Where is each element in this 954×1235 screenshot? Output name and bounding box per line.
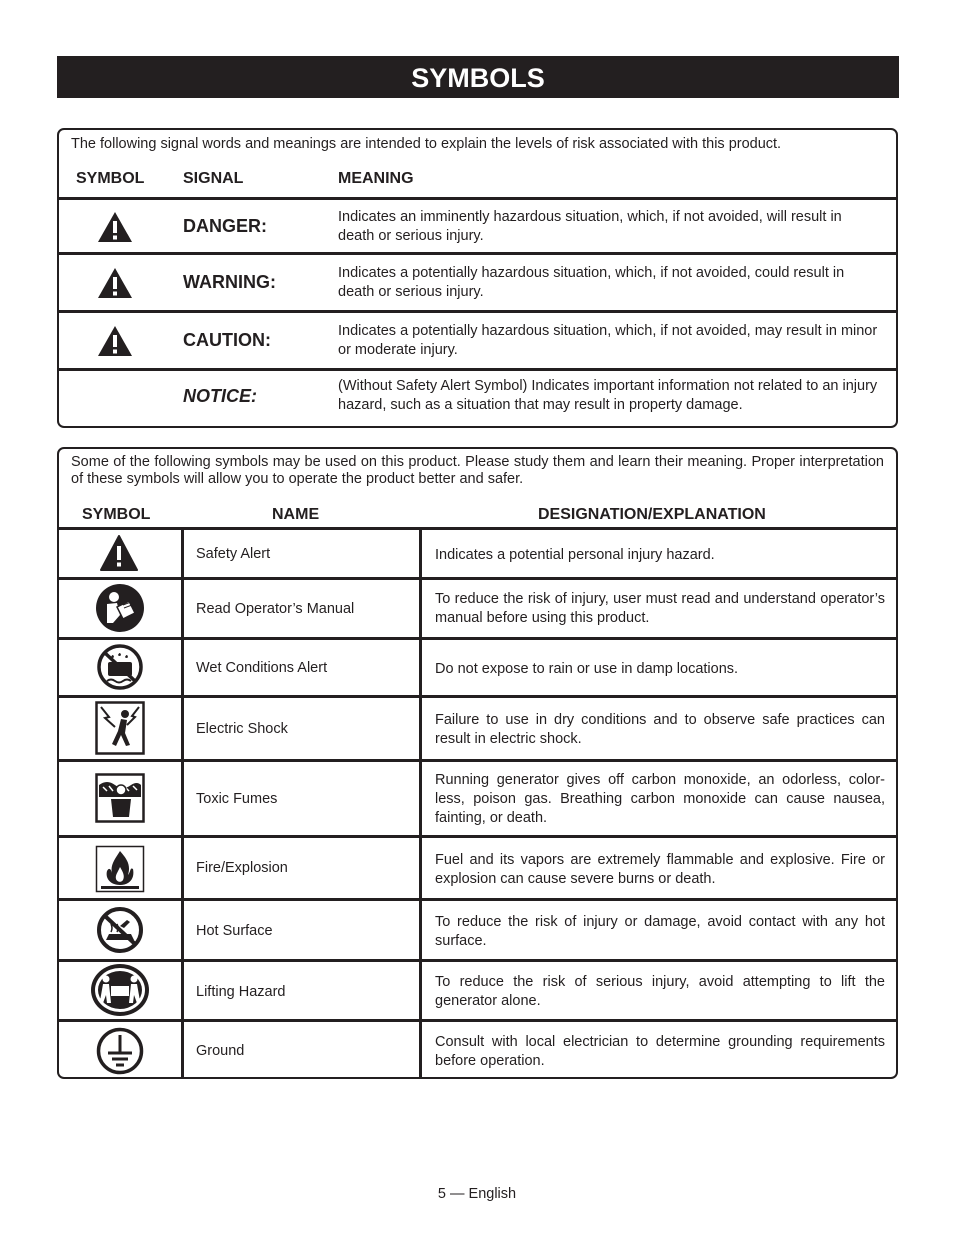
toxic-fumes-icon [95, 773, 145, 823]
symbol-designation: To reduce the risk of injury or damage, avoid contact with any hot surface. [435, 914, 885, 949]
header-designation: DESIGNATION/EXPLANATION [538, 506, 766, 523]
symbol-designation: Fuel and its vapors are extremely flammable and explosive. Fire or explosion can cause severe burns or death. [435, 852, 885, 887]
symbol-name: Toxic Fumes [196, 791, 278, 807]
symbol-designation: Failure to use in dry conditions and to observe safe practices can result in electric shock. [435, 712, 885, 747]
signal-danger: DANGER: [183, 216, 267, 236]
page-title: SYMBOLS [57, 56, 899, 98]
meaning-caution: Indicates a potentially hazardous situation, which, if not avoided, may result in minor or moderate injury. [338, 323, 878, 358]
page-number: 5 — English [437, 1186, 517, 1202]
symbol-name: Fire/Explosion [196, 860, 288, 876]
hot-surface-icon [95, 906, 145, 954]
symbol-name: Safety Alert [196, 546, 271, 562]
danger-alert-icon [97, 211, 133, 243]
symbol-name: Lifting Hazard [196, 984, 286, 1000]
fire-explosion-icon [95, 845, 145, 893]
signal-warning: WARNING: [183, 272, 276, 292]
symbols-table [57, 447, 898, 1079]
symbol-designation: To reduce the risk of serious injury, avoid attempting to lift the generator alone. [435, 974, 885, 1009]
signal-words-table [57, 128, 898, 428]
symbol-name: Read Operator’s Manual [196, 601, 355, 617]
caution-alert-icon [97, 325, 133, 357]
meaning-warning: Indicates a potentially hazardous situation, which, if not avoided, could result in death or serious injury. [338, 265, 845, 300]
header-name: NAME [272, 506, 320, 523]
symbol-name: Ground [196, 1043, 245, 1059]
symbol-name: Hot Surface [196, 923, 273, 939]
symbol-designation: Indicates a potential personal injury hazard. [435, 547, 715, 563]
meaning-notice: (Without Safety Alert Symbol) Indicates important information not related to an injury hazard, such as a situation that may result in property damage. [338, 378, 878, 413]
warning-alert-icon [97, 267, 133, 299]
header-symbol: SYMBOL [82, 506, 151, 523]
symbols-intro: Some of the following symbols may be used on this product. Please study them and learn their meaning. Proper interpretation of these symbols will allow you to operate the product better and safer. [71, 454, 884, 487]
safety-alert-icon [100, 535, 138, 571]
header-symbol: SYMBOL [76, 170, 145, 187]
signal-notice: NOTICE: [183, 386, 257, 406]
symbol-name: Wet Conditions Alert [196, 660, 328, 676]
symbol-designation: To reduce the risk of injury, user must read and understand operator’s manual before using this product. [435, 591, 885, 626]
symbol-designation: Do not expose to rain or use in damp locations. [435, 661, 739, 677]
lifting-hazard-icon [90, 963, 150, 1017]
symbol-designation: Consult with local electrician to determine grounding requirements before operation. [435, 1034, 885, 1069]
signal-caution: CAUTION: [183, 330, 271, 350]
meaning-danger: Indicates an imminently hazardous situation, which, if not avoided, will result in death or serious injury. [338, 209, 842, 244]
signal-intro: The following signal words and meanings are intended to explain the levels of risk associated with this product. [71, 136, 782, 152]
read-manual-icon [95, 583, 145, 633]
symbol-designation: Running generator gives off carbon monoxide, an odorless, color-less, poison gas. Breathing carbon monoxide can cause nausea, fainting, or death. [435, 772, 885, 826]
wet-conditions-icon [97, 644, 143, 690]
header-meaning: MEANING [338, 170, 414, 187]
symbol-name: Electric Shock [196, 721, 288, 737]
electric-shock-icon [95, 701, 145, 755]
header-signal: SIGNAL [183, 170, 244, 187]
ground-icon [96, 1027, 144, 1075]
